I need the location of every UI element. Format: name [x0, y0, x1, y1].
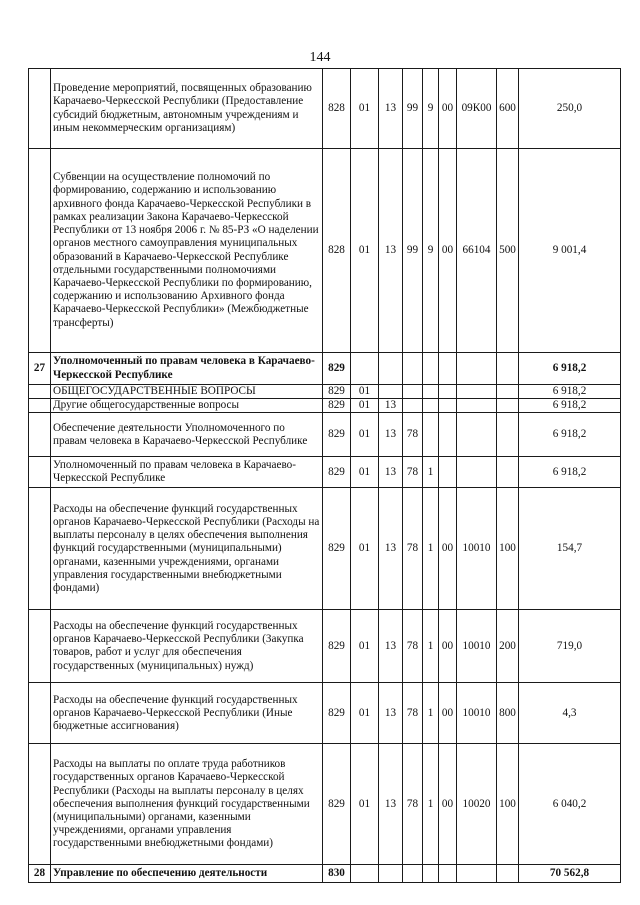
row-expense-type: 600 — [497, 69, 519, 149]
table-row — [29, 865, 621, 883]
row-program-code — [403, 865, 423, 883]
row-number — [29, 744, 51, 865]
row-program-code: 78 — [403, 488, 423, 610]
table-row — [29, 69, 621, 149]
row-amount: 6 918,2 — [519, 353, 621, 385]
table-row — [29, 149, 621, 353]
row-target-code: 10010 — [457, 683, 497, 744]
row-subsection-code: 13 — [379, 457, 403, 488]
row-expense-type — [497, 457, 519, 488]
row-description: Расходы на обеспечение функций государственных органов Карачаево-Черкесской Республики (Закупка товаров, работ и услуг для обеспечения государственных (муниципальных) нужд) — [51, 610, 323, 683]
row-target-code — [457, 399, 497, 413]
row-amount: 9 001,4 — [519, 149, 621, 353]
row-program-code: 99 — [403, 69, 423, 149]
row-description: Управление по обеспечению деятельности — [51, 865, 323, 883]
row-target-code: 10010 — [457, 488, 497, 610]
row-program-code: 99 — [403, 149, 423, 353]
table-row — [29, 610, 621, 683]
row-subprogram-code: 1 — [423, 610, 439, 683]
row-department-code: 829 — [323, 413, 351, 457]
row-section-code: 01 — [351, 69, 379, 149]
row-number — [29, 69, 51, 149]
row-subprogram-code — [423, 399, 439, 413]
row-expense-type: 500 — [497, 149, 519, 353]
row-section-code: 01 — [351, 149, 379, 353]
row-subprogram-code: 9 — [423, 149, 439, 353]
row-program-code — [403, 399, 423, 413]
row-department-code: 829 — [323, 488, 351, 610]
table-row — [29, 744, 621, 865]
row-expense-type — [497, 385, 519, 399]
budget-table — [28, 68, 621, 883]
row-department-code: 829 — [323, 457, 351, 488]
row-number — [29, 610, 51, 683]
row-subprogram-code — [423, 385, 439, 399]
row-direction-code — [439, 865, 457, 883]
row-expense-type: 100 — [497, 744, 519, 865]
row-target-code — [457, 413, 497, 457]
table-row — [29, 385, 621, 399]
row-subsection-code — [379, 353, 403, 385]
row-department-code: 829 — [323, 399, 351, 413]
table-row — [29, 457, 621, 488]
row-target-code — [457, 865, 497, 883]
row-program-code: 78 — [403, 457, 423, 488]
row-target-code — [457, 353, 497, 385]
row-department-code: 829 — [323, 353, 351, 385]
row-target-code — [457, 385, 497, 399]
row-subsection-code: 13 — [379, 413, 403, 457]
row-number — [29, 399, 51, 413]
row-section-code: 01 — [351, 488, 379, 610]
row-direction-code — [439, 413, 457, 457]
row-subprogram-code: 9 — [423, 69, 439, 149]
row-description: Другие общегосударственные вопросы — [51, 399, 323, 413]
row-target-code: 10010 — [457, 610, 497, 683]
row-subprogram-code — [423, 353, 439, 385]
row-section-code: 01 — [351, 683, 379, 744]
row-subsection-code: 13 — [379, 488, 403, 610]
row-program-code: 78 — [403, 744, 423, 865]
row-number — [29, 683, 51, 744]
row-number — [29, 488, 51, 610]
row-program-code: 78 — [403, 683, 423, 744]
row-subprogram-code: 1 — [423, 744, 439, 865]
row-direction-code: 00 — [439, 683, 457, 744]
row-expense-type: 200 — [497, 610, 519, 683]
row-direction-code: 00 — [439, 744, 457, 865]
row-number: 28 — [29, 865, 51, 883]
table-row — [29, 353, 621, 385]
row-description: Уполномоченный по правам человека в Карачаево-Черкесской Республике — [51, 457, 323, 488]
table-row — [29, 683, 621, 744]
row-description: Расходы на обеспечение функций государственных органов Карачаево-Черкесской Республики (Иные бюджетные ассигнования) — [51, 683, 323, 744]
row-direction-code — [439, 353, 457, 385]
row-expense-type: 800 — [497, 683, 519, 744]
table-row — [29, 413, 621, 457]
row-section-code: 01 — [351, 385, 379, 399]
row-amount: 6 918,2 — [519, 399, 621, 413]
row-expense-type: 100 — [497, 488, 519, 610]
row-description: Расходы на обеспечение функций государственных органов Карачаево-Черкесской Республики (Расходы на выплаты персоналу в целях обеспечения выполнения функций государственными (муниципальными) органами, казенными учреждениями, органами управления государственными внебюджетными фондами) — [51, 488, 323, 610]
row-direction-code: 00 — [439, 69, 457, 149]
row-number — [29, 149, 51, 353]
row-target-code: 10020 — [457, 744, 497, 865]
row-subprogram-code: 1 — [423, 457, 439, 488]
row-target-code: 66104 — [457, 149, 497, 353]
row-number — [29, 413, 51, 457]
row-section-code: 01 — [351, 610, 379, 683]
row-number: 27 — [29, 353, 51, 385]
row-expense-type — [497, 865, 519, 883]
row-subsection-code: 13 — [379, 399, 403, 413]
page-number: 144 — [309, 50, 331, 65]
row-subsection-code: 13 — [379, 149, 403, 353]
row-section-code: 01 — [351, 744, 379, 865]
row-section-code — [351, 353, 379, 385]
row-direction-code — [439, 385, 457, 399]
row-department-code: 828 — [323, 69, 351, 149]
table-row — [29, 399, 621, 413]
row-program-code — [403, 353, 423, 385]
row-subsection-code: 13 — [379, 683, 403, 744]
row-subsection-code: 13 — [379, 69, 403, 149]
row-amount: 719,0 — [519, 610, 621, 683]
row-section-code: 01 — [351, 413, 379, 457]
row-amount: 6 918,2 — [519, 385, 621, 399]
row-amount: 4,3 — [519, 683, 621, 744]
row-subprogram-code: 1 — [423, 683, 439, 744]
row-target-code — [457, 457, 497, 488]
row-subprogram-code: 1 — [423, 488, 439, 610]
table-row — [29, 488, 621, 610]
row-subsection-code — [379, 865, 403, 883]
row-department-code: 829 — [323, 385, 351, 399]
row-subsection-code: 13 — [379, 610, 403, 683]
row-amount: 6 918,2 — [519, 457, 621, 488]
row-direction-code: 00 — [439, 610, 457, 683]
row-direction-code — [439, 457, 457, 488]
row-direction-code: 00 — [439, 488, 457, 610]
row-number — [29, 457, 51, 488]
row-department-code: 829 — [323, 683, 351, 744]
row-number — [29, 385, 51, 399]
row-expense-type — [497, 353, 519, 385]
row-expense-type — [497, 413, 519, 457]
row-amount: 6 040,2 — [519, 744, 621, 865]
row-program-code: 78 — [403, 413, 423, 457]
row-amount: 250,0 — [519, 69, 621, 149]
row-section-code: 01 — [351, 399, 379, 413]
row-description: Субвенции на осуществление полномочий по формированию, содержанию и использованию архивного фонда Карачаево-Черкесской Республики в рамках реализации Закона Карачаево-Черкесской Республики от 13 ноября 2006 г. № 85-РЗ «О наделении органов местного самоуправления муниципальных образований в Карачаево-Черкесской Республике отдельными государственными полномочиями Карачаево-Черкесской Республики по формированию, содержанию и использованию Архивного фонда Карачаево-Черкесской Республики» (Межбюджетные трансферты) — [51, 149, 323, 353]
row-subprogram-code — [423, 413, 439, 457]
row-section-code — [351, 865, 379, 883]
row-target-code: 09К00 — [457, 69, 497, 149]
row-department-code: 829 — [323, 744, 351, 865]
row-description: Уполномоченный по правам человека в Карачаево-Черкесской Республике — [51, 353, 323, 385]
row-expense-type — [497, 399, 519, 413]
row-program-code — [403, 385, 423, 399]
row-direction-code — [439, 399, 457, 413]
row-department-code: 830 — [323, 865, 351, 883]
row-description: Расходы на выплаты по оплате труда работников государственных органов Карачаево-Черкесской Республики (Расходы на выплаты персоналу в целях обеспечения выполнения функций государственными (муниципальными) органами, казенными учреждениями, органами управления государственными внебюджетными фондами) — [51, 744, 323, 865]
row-description: ОБЩЕГОСУДАРСТВЕННЫЕ ВОПРОСЫ — [51, 385, 323, 399]
row-amount: 154,7 — [519, 488, 621, 610]
row-department-code: 828 — [323, 149, 351, 353]
row-section-code: 01 — [351, 457, 379, 488]
row-subsection-code: 13 — [379, 744, 403, 865]
row-description: Обеспечение деятельности Уполномоченного по правам человека в Карачаево-Черкесской Республике — [51, 413, 323, 457]
row-amount: 6 918,2 — [519, 413, 621, 457]
row-amount: 70 562,8 — [519, 865, 621, 883]
row-direction-code: 00 — [439, 149, 457, 353]
row-description: Проведение мероприятий, посвященных образованию Карачаево-Черкесской Республики (Предоставление субсидий бюджетным, автономным учреждениям и иным некоммерческим организациям) — [51, 69, 323, 149]
row-department-code: 829 — [323, 610, 351, 683]
row-program-code: 78 — [403, 610, 423, 683]
row-subsection-code — [379, 385, 403, 399]
row-subprogram-code — [423, 865, 439, 883]
